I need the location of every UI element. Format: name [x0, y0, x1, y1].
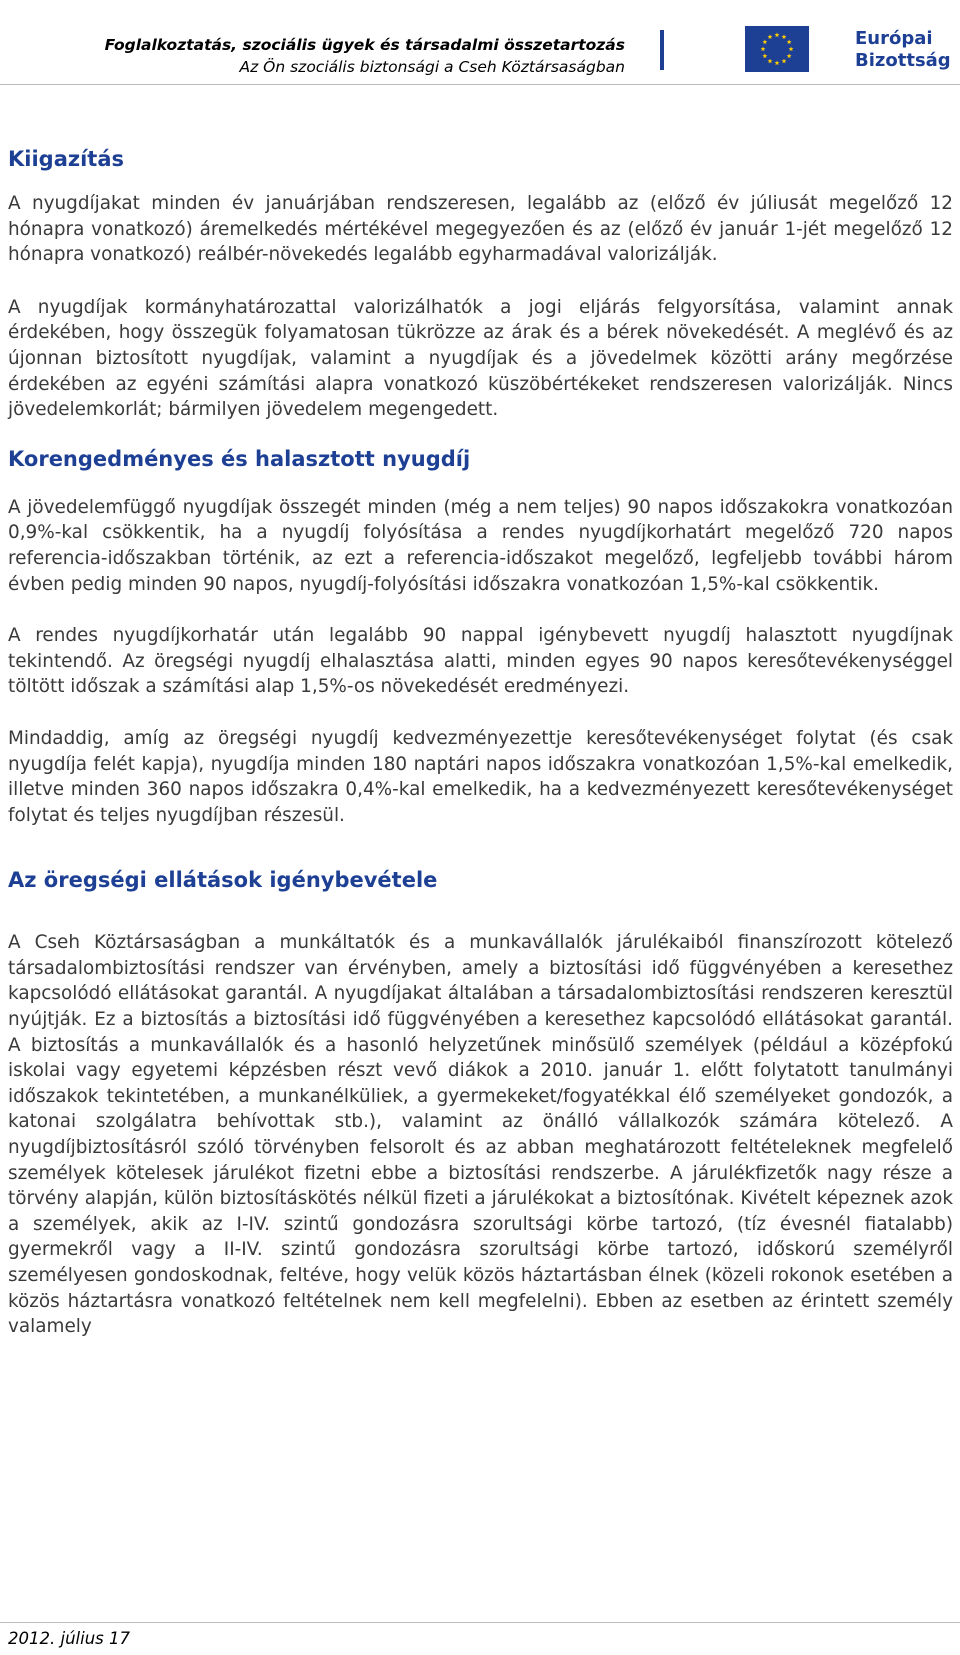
document-body: [8, 145, 953, 1340]
paragraph: A Cseh Köztársaságban a munkáltatók és a munkavállalók járulékaiból finanszírozott kötelező társadalombiztosítási rendszer van érvényben, amely a biztosítási idő függvényében a keresethez kapcsolódó ellátásokat garantál. A nyugdíjakat általában a társadalombiztosítási rendszeren keresztül nyújtják. Ez a biztosítás a biztosítási idő függvényében a keresethez kapcsolódó ellátásokat garantál. A biztosítás a munkavállalók és a hasonló helyzetűnek minősülő személyek (például a középfokú iskolai vagy egyetemi képzésben részt vevő diákok a 2010. január 1. előtt folytatott tanulmányi időszakok tekintetében, a munkanélküliek, a gyermekeket/fogyatékkal élő személyeket gondozók, a katonai szolgálatra behívottak stb.), valamint az önálló vállalkozók számára kötelező. A nyugdíjbiztosításról szóló törvényben felsorolt és az abban meghatározott feltételeknek megfelelő személyek kötelesek járulékot fizetni ebbe a biztosítási rendszerbe. A járulékfizetők nagy része a törvény alapján, külön biztosításkötés nélkül fizeti a járulékokat a biztosítónak. Kivételt képeznek azok a személyek, akik az I-IV. szintű gondozásra szorultsági körbe tartozó, (tíz évesnél fiatalabb) gyermekről vagy a II-IV. szintű gondozásra szorultsági körbe tartozó, időskorú személyről személyesen gondoskodnak, feltéve, hogy velük közös háztartásban élnek (közeli rokonok esetében a közös háztartásra vonatkozó feltételnek nem kell megfelelni). Ebben az esetben az érintett személy valamely: [8, 932, 953, 1338]
section-heading-oregsegi-ellatasok: Az öregségi ellátások igénybevétele: [8, 868, 438, 893]
eu-flag-icon: [745, 26, 809, 72]
paragraph: A nyugdíjakat minden év januárjában rendszeresen, legalább az (előző év júliusát megelőző 12 hónapra vonatkozó) áremelkedés mértékével megegyezően és az (előző év január 1-jét megelőző 12 hónapra vonatkozó) reálbér-növekedés legalább egyharmadával valorizálják.: [8, 193, 953, 266]
paragraph: A jövedelemfüggő nyugdíjak összegét minden (még a nem teljes) 90 napos időszakokra vonatkozóan 0,9%-kal csökkentik, ha a nyugdíj folyósítása a rendes nyugdíjkorhatárt megelőző 720 napos referencia-időszakban történik, az ezt a referencia-időszakot megelőző, legfeljebb további három évben pedig minden 90 napos, nyugdíj-folyósítási időszakra vonatkozóan 1,5%-kal csökkentik.: [8, 496, 953, 595]
header-line2: Az Ön szociális biztonsági a Cseh Köztársaságban: [239, 58, 625, 76]
paragraph: A rendes nyugdíjkorhatár után legalább 90 nappal igénybevett nyugdíj halasztott nyugdíjnak tekintendő. Az öregségi nyugdíj elhalasztása alatti, minden egyes 90 napos keresőtevékenységgel töltött időszak a számítási alap 1,5%-os növekedését eredményezi.: [8, 625, 953, 698]
section-heading-kiigazitas: Kiigazítás: [8, 147, 125, 171]
footer-rule: [0, 1622, 960, 1623]
paragraph: Mindaddig, amíg az öregségi nyugdíj kedvezményezettje keresőtevékenységet folytat (és csak nyugdíja felét kapja), nyugdíja minden 180 naptári napos időszakra vonatkozóan 1,5%-kal emelkedik, illetve minden 360 napos időszakra 0,4%-kal emelkedik, ha a kedvezményezett keresőtevékenységet folytat és teljes nyugdíjban részesül.: [8, 727, 953, 826]
header-divider: [660, 30, 664, 70]
paragraph: A nyugdíjak kormányhatározattal valorizálhatók a jogi eljárás felgyorsítása, valamint annak érdekében, hogy összegük folyamatosan tükrözze az árak és a bérek növekedését. A meglévő és az újonnan biztosított nyugdíjak, valamint a nyugdíjak és a jövedelmek közötti arány megőrzése érdekében az egyéni számítási alapra vonatkozó küszöbértékeket rendszeresen valorizálják. Nincs jövedelemkorlát; bármilyen jövedelem megengedett.: [8, 296, 953, 421]
footer-date: 2012. július 17: [8, 1629, 130, 1648]
header-line1: Foglalkoztatás, szociális ügyek és társadalmi összetartozás: [104, 36, 625, 54]
european-commission-logo-text: [855, 28, 951, 72]
section-heading-korengedmenyes: Korengedményes és halasztott nyugdíj: [8, 446, 471, 471]
header-rule: [0, 84, 960, 85]
header-title: [105, 34, 625, 78]
logo-text-line2: Bizottság: [855, 50, 951, 71]
logo-text-line1: Európai: [855, 28, 933, 49]
page-header: [0, 0, 960, 84]
